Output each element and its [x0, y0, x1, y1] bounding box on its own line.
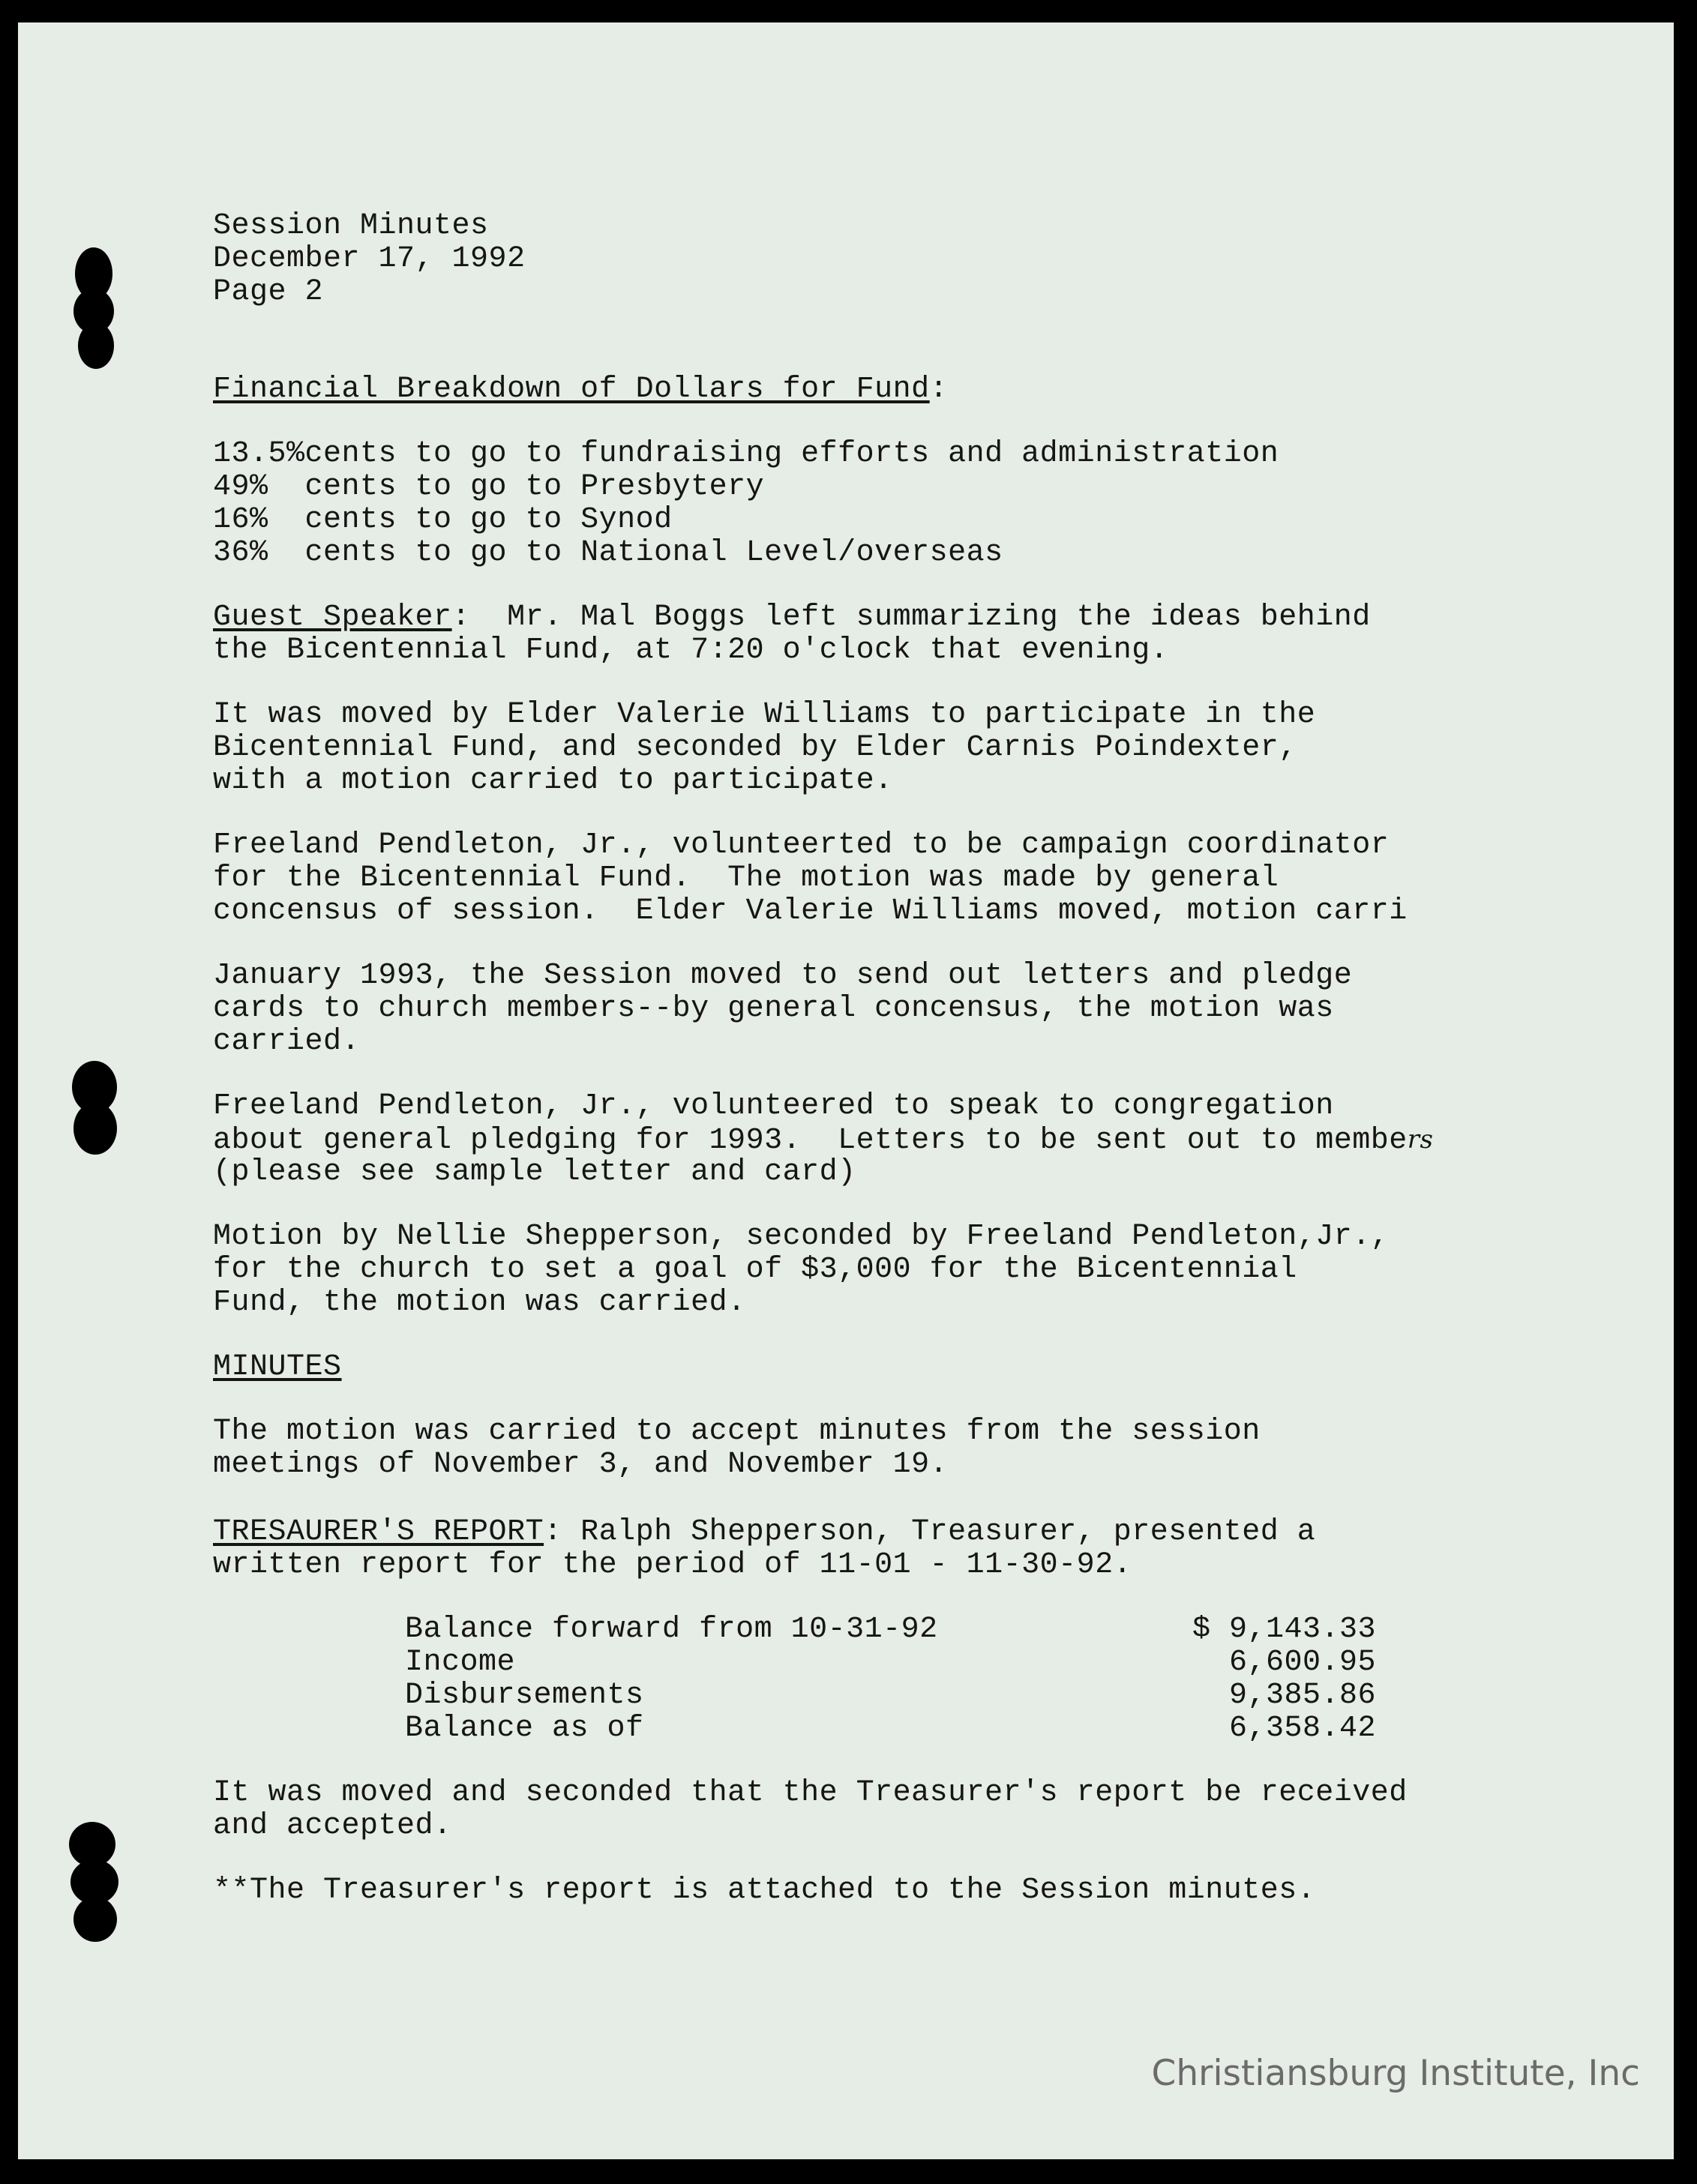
report-row-label: Balance forward from 10-31-92 — [405, 1613, 938, 1646]
paragraph-line: for the church to set a goal of $3,000 for the Bicentennial — [213, 1253, 1297, 1287]
paragraph-line: for the Bicentennial Fund. The motion was made by general — [213, 861, 1279, 895]
treasurer-line: written report for the period of 11-01 - 11-30-92. — [213, 1548, 1132, 1582]
header-title: Session Minutes — [213, 209, 489, 243]
watermark: Christiansburg Institute, Inc — [1151, 2053, 1640, 2094]
paragraph-line: Bicentennial Fund, and seconded by Elder Carnis Poindexter, — [213, 731, 1297, 765]
paragraph-line: Fund, the motion was carried. — [213, 1286, 746, 1320]
paragraph-line: (please see sample letter and card) — [213, 1155, 856, 1189]
report-row-label: Balance as of — [405, 1712, 644, 1745]
paragraph-line: carried. — [213, 1025, 361, 1059]
paragraph-line: Freeland Pendleton, Jr., volunteerted to be campaign coordinator — [213, 828, 1390, 862]
report-row-label: Disbursements — [405, 1679, 644, 1712]
paragraph-line: Freeland Pendleton, Jr., volunteered to speak to congregation — [213, 1089, 1334, 1123]
report-row-amount: $ 9,143.33 — [1192, 1613, 1376, 1646]
report-row-amount: 6,358.42 — [1228, 1712, 1376, 1745]
financial-item: 36% cents to go to National Level/overseas — [213, 536, 1003, 570]
paragraph-line: It was moved by Elder Valerie Williams to participate in the — [213, 698, 1316, 732]
report-row-amount: 6,600.95 — [1228, 1646, 1376, 1679]
paragraph-line: with a motion carried to participate. — [213, 764, 893, 798]
paragraph-line: cards to church members--by general concensus, the motion was — [213, 992, 1334, 1026]
minutes-line: meetings of November 3, and November 19. — [213, 1448, 949, 1481]
attachment-note: **The Treasurer's report is attached to the Session minutes. — [213, 1874, 1316, 1907]
paragraph-line: Motion by Nellie Shepperson, seconded by Freeland Pendleton,Jr., — [213, 1220, 1390, 1254]
handwritten-correction: rs — [1407, 1125, 1434, 1155]
financial-item: 16% cents to go to Synod — [213, 503, 673, 537]
paragraph-line: January 1993, the Session moved to send out letters and pledge — [213, 959, 1353, 993]
guest-speaker-line: Guest Speaker: Mr. Mal Boggs left summarizing the ideas behind — [213, 601, 1371, 634]
financial-item: 49% cents to go to Presbytery — [213, 470, 765, 504]
report-row-label: Income — [405, 1646, 516, 1679]
minutes-line: The motion was carried to accept minutes from the session — [213, 1415, 1261, 1449]
paragraph-line: concensus of session. Elder Valerie Williams moved, motion carri — [213, 894, 1408, 928]
financial-item: 13.5%cents to go to fundraising efforts and administration — [213, 437, 1279, 471]
financial-heading: Financial Breakdown of Dollars for Fund: — [213, 373, 949, 406]
treasurer-heading-line: TRESAURER'S REPORT: Ralph Shepperson, Treasurer, presented a — [213, 1515, 1316, 1549]
closing-line: It was moved and seconded that the Treasurer's report be received — [213, 1776, 1408, 1810]
closing-line: and accepted. — [213, 1809, 452, 1843]
header-page: Page 2 — [213, 275, 324, 309]
header-date: December 17, 1992 — [213, 242, 526, 276]
report-row-amount: 9,385.86 — [1228, 1679, 1376, 1712]
guest-speaker-line: the Bicentennial Fund, at 7:20 o'clock that evening. — [213, 634, 1169, 667]
paragraph-line: about general pledging for 1993. Letters to be sent out to members — [213, 1124, 1434, 1158]
minutes-heading: MINUTES — [213, 1350, 342, 1384]
